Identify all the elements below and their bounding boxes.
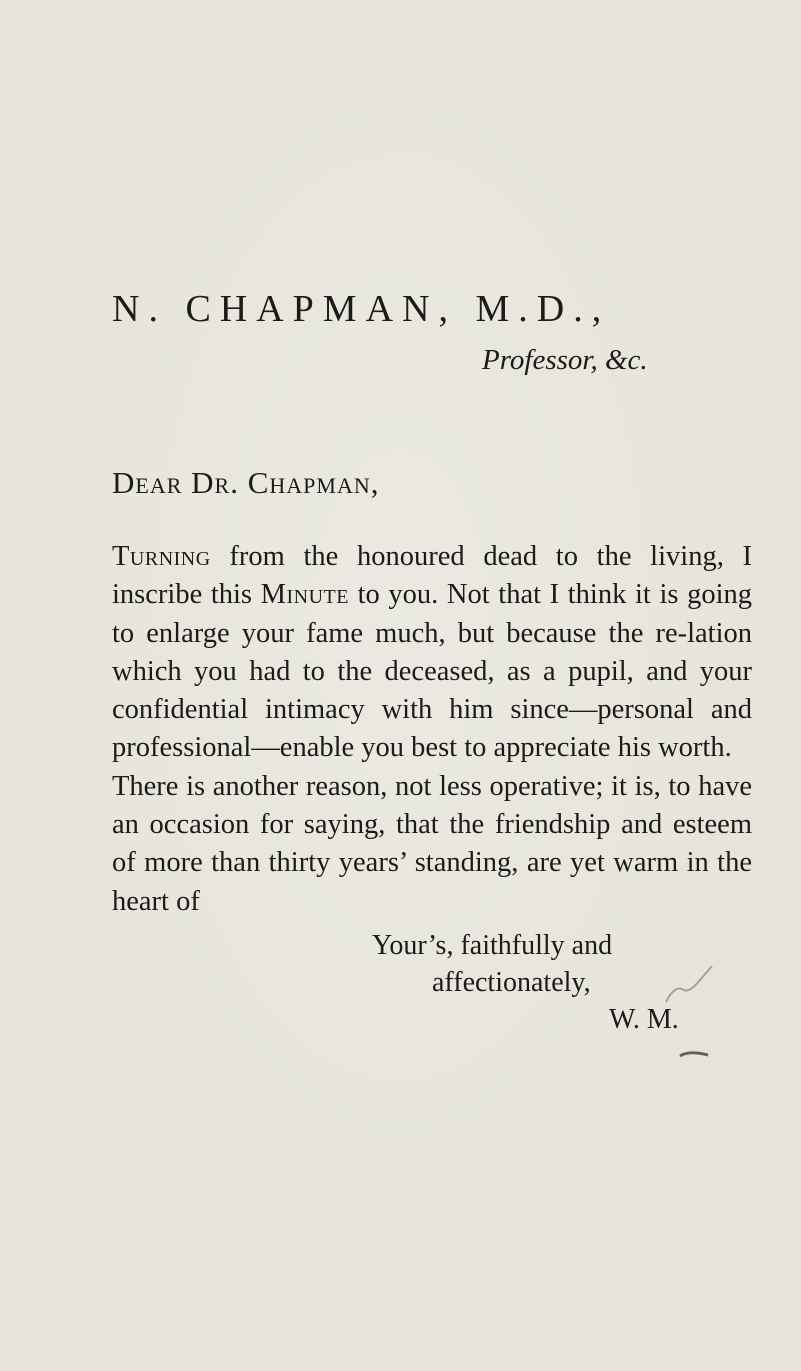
- paragraph-1-text-b: to you. Not that I think it is going to enlarge your fame much, but because the re-lation which you had to the deceased, as a pupil, and your confidential intimacy with him since—personal and professional—enable you best to appreciate his worth.: [112, 579, 752, 764]
- closing: [372, 927, 679, 1038]
- paragraph-1-emphasis: Minute: [260, 579, 349, 611]
- paragraph-2: There is another reason, not less operative; it is, to have an occasion for saying, that the friendship and esteem of more than thirty years’ standing, are yet warm in the heart of: [112, 770, 752, 917]
- paragraph-1: [112, 538, 752, 768]
- dedicatee-title: Professor, &c.: [482, 344, 648, 376]
- paragraph-1-text-a: from the honoured dead to the living, I inscribe this: [112, 541, 752, 611]
- paragraph-1-lead: Turning: [112, 541, 211, 572]
- closing-line-2: affectionately,: [432, 967, 591, 998]
- handwritten-pencil-mark: [660, 960, 720, 1070]
- letter-body: [112, 538, 752, 921]
- salutation: Dear Dr. Chapman,: [112, 465, 380, 500]
- dedicatee-name: N. CHAPMAN, M.D.,: [112, 288, 611, 330]
- closing-line-1: Your’s, faithfully and: [372, 930, 613, 961]
- signature-initials: W. M.: [609, 1004, 679, 1035]
